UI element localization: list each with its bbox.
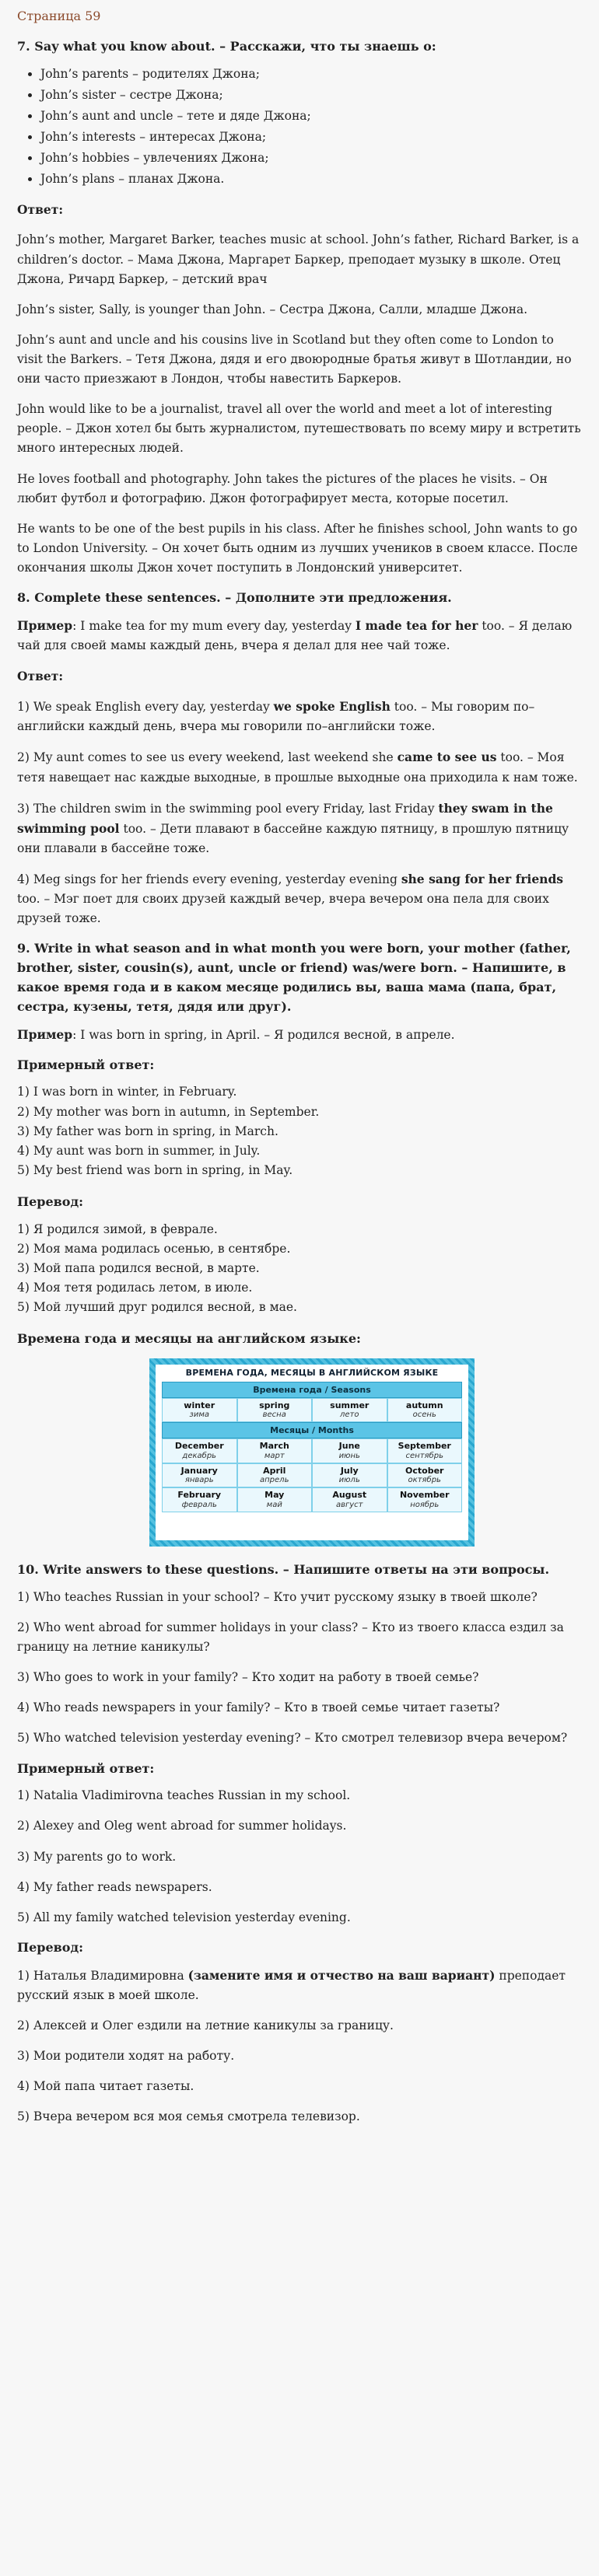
seasons-heading: Времена года и месяцы на английском языке: bbox=[17, 1331, 361, 1347]
example-label: Пример bbox=[17, 1026, 73, 1042]
example-text: : I make tea for my mum every day, yesterday bbox=[72, 618, 356, 633]
example-text: : I was born in spring, in April. – Я родился весной, в апреле. bbox=[72, 1027, 455, 1042]
translation-item: 5) Вчера вечером вся моя семья смотрела телевизор. bbox=[17, 2109, 360, 2124]
answer-highlight: came to see us bbox=[397, 750, 497, 765]
month-en: September bbox=[398, 1441, 451, 1452]
answer-item bbox=[17, 799, 582, 858]
month-en: May bbox=[264, 1490, 285, 1501]
question-item: 1) Who teaches Russian in your school? – Кто учит русскому языку в твоей школе? bbox=[17, 1589, 538, 1604]
list-item: 2) Моя мама родилась осенью, в сентябре. bbox=[17, 1241, 291, 1256]
list-item: • John’s aunt and uncle – тете и дяде Джона; bbox=[40, 107, 582, 126]
month-ru: декабрь bbox=[182, 1451, 217, 1460]
list-item: 1) Я родился зимой, в феврале. bbox=[17, 1222, 218, 1236]
month-cell bbox=[312, 1438, 387, 1463]
month-cell bbox=[237, 1487, 313, 1512]
month-cell bbox=[387, 1487, 463, 1512]
exercise-10 bbox=[17, 1561, 582, 2127]
translation-item bbox=[17, 1966, 582, 2005]
month-en: August bbox=[332, 1490, 367, 1501]
season-cell bbox=[237, 1398, 313, 1423]
exercise-9-heading: 9. Write in what season and in what month you were born, your mother (father, brother, sister, cousin(s), aunt, uncle or friend) was/were born. – Напишите, в какое время года и в каком месяце родились вы, ваша мама (папа, брат, сестра, кузены, тетя, дядя или друг). bbox=[17, 941, 571, 1014]
list-item: 4) My aunt was born in summer, in July. bbox=[17, 1143, 261, 1158]
translation-item: 3) Мои родители ходят на работу. bbox=[17, 2049, 235, 2064]
answer-paragraph: He wants to be one of the best pupils in his class. After he finishes school, John wants to go to London University. – Он хочет быть одним из лучших учеников в своем классе. После окончания школы Джон хочет поступить в Лондонский университет. bbox=[17, 521, 578, 575]
month-ru: февраль bbox=[181, 1500, 217, 1509]
season-ru: лето bbox=[340, 1410, 359, 1420]
answer-item: 3) My parents go to work. bbox=[17, 1849, 177, 1864]
month-en: November bbox=[399, 1490, 450, 1501]
month-cell bbox=[387, 1438, 463, 1463]
seasons-months-table bbox=[156, 1365, 468, 1540]
exercise-8-heading: 8. Complete these sentences. – Дополните эти предложения. bbox=[17, 590, 452, 606]
month-cell bbox=[237, 1438, 313, 1463]
answer-text: too. – Мы говорим по–английски каждый день, вчера мы говорили по–английски тоже. bbox=[17, 700, 535, 734]
example-paragraph bbox=[17, 616, 582, 655]
list-item: • John’s parents – родителях Джона; bbox=[40, 65, 582, 84]
answer-text: 4) Meg sings for her friends every evening, yesterday evening bbox=[17, 872, 401, 886]
month-en: July bbox=[340, 1465, 359, 1476]
page-number-label: Страница 59 bbox=[17, 9, 101, 23]
answer-paragraph: John’s sister, Sally, is younger than John. – Сестра Джона, Салли, младше Джона. bbox=[17, 302, 528, 316]
month-ru: ноябрь bbox=[410, 1500, 440, 1509]
answer-item: 4) My father reads newspapers. bbox=[17, 1879, 212, 1894]
translation-note: (замените имя и отчество на ваш вариант) bbox=[187, 1967, 496, 1983]
translation-text: преподает русский язык в моей школе. bbox=[17, 1968, 566, 2002]
season-ru: осень bbox=[412, 1410, 436, 1420]
list-item: 3) Мой папа родился весной, в марте. bbox=[17, 1260, 260, 1275]
translation-text: 1) Наталья Владимировна bbox=[17, 1968, 188, 1983]
answer-label: Ответ: bbox=[17, 669, 64, 684]
months-grid bbox=[162, 1438, 462, 1512]
answer-text: too. – Дети плавают в бассейне каждую пятницу, в прошлую пятницу они плавали в бассейне тоже. bbox=[17, 821, 569, 855]
translation-item: 4) Мой папа читает газеты. bbox=[17, 2079, 194, 2094]
list-item: • John’s hobbies – увлечениях Джона; bbox=[40, 149, 582, 168]
sample-answer-label: Примерный ответ: bbox=[17, 1760, 155, 1776]
answer-paragraph: John would like to be a journalist, travel all over the world and meet a lot of interesting people. – Джон хотел бы быть журналистом, путешествовать по всему миру и встретить много интересных людей. bbox=[17, 402, 581, 456]
month-ru: апрель bbox=[260, 1476, 289, 1485]
answer-paragraph: John’s mother, Margaret Barker, teaches music at school. John’s father, Richard Barker, is a children’s doctor. – Мама Джона, Маргарет Баркер, преподает музыку в школе. Отец Джона, Ричард Баркер, – детский врач bbox=[17, 232, 580, 286]
sample-answer-label: Примерный ответ: bbox=[17, 1057, 155, 1072]
seasons-header: Времена года / Seasons bbox=[162, 1382, 462, 1398]
question-item: 5) Who watched television yesterday evening? – Кто смотрел телевизор вчера вечером? bbox=[17, 1731, 568, 1746]
month-cell bbox=[162, 1438, 237, 1463]
month-en: March bbox=[259, 1441, 289, 1452]
exercise-7 bbox=[17, 37, 582, 578]
month-ru: июнь bbox=[338, 1451, 360, 1460]
seasons-months-table-image bbox=[149, 1358, 475, 1547]
answer-item: 5) All my family watched television yesterday evening. bbox=[17, 1910, 351, 1924]
answer-paragraph: John’s aunt and uncle and his cousins live in Scotland but they often come to London to visit the Barkers. – Тетя Джона, дядя и его двоюродные братья живут в Шотландии, но они часто приезжают в Лондон, чтобы навестить Баркеров. bbox=[17, 332, 572, 386]
month-ru: январь bbox=[184, 1476, 214, 1485]
month-ru: март bbox=[264, 1451, 285, 1460]
example-label: Пример bbox=[17, 617, 73, 633]
month-cell bbox=[162, 1463, 237, 1488]
answer-paragraph: He loves football and photography. John takes the pictures of the places he visits. – Он любит футбол и фотографию. Джон фотографирует места, которые посетил. bbox=[17, 471, 548, 505]
answer-text: too. – Мэг поет для своих друзей каждый вечер, вчера вечером она пела для своих друзей тоже. bbox=[17, 892, 549, 926]
exercise-10-heading: 10. Write answers to these questions. – Напишите ответы на эти вопросы. bbox=[17, 1562, 550, 1578]
list-item: 3) My father was born in spring, in March. bbox=[17, 1124, 278, 1138]
answer-highlight: they swam in the swimming pool bbox=[17, 800, 553, 836]
month-ru: май bbox=[266, 1500, 282, 1509]
sample-answer-list bbox=[17, 1082, 582, 1180]
month-ru: октябрь bbox=[408, 1476, 441, 1485]
question-item: 4) Who reads newspapers in your family? – Кто в твоей семье читает газеты? bbox=[17, 1700, 500, 1715]
translation-item: 2) Алексей и Олег ездили на летние каникулы за границу. bbox=[17, 2018, 394, 2032]
month-en: February bbox=[177, 1490, 222, 1501]
month-en: June bbox=[338, 1441, 360, 1452]
table-title: ВРЕМЕНА ГОДА, МЕСЯЦЫ В АНГЛИЙСКОМ ЯЗЫКЕ bbox=[185, 1368, 439, 1379]
month-cell bbox=[312, 1487, 387, 1512]
list-item: • John’s plans – планах Джона. bbox=[40, 170, 582, 189]
season-ru: зима bbox=[189, 1410, 209, 1420]
answer-text: too. – Моя тетя навещает нас каждые выходные, в прошлые выходные она приходила к нам тоже. bbox=[17, 750, 578, 785]
month-cell bbox=[237, 1463, 313, 1488]
exercise-7-heading: 7. Say what you know about. – Расскажи, что ты знаешь о: bbox=[17, 38, 436, 54]
translation-label: Перевод: bbox=[17, 1939, 84, 1955]
month-cell bbox=[312, 1463, 387, 1488]
example-highlight: I made tea for her bbox=[355, 617, 478, 633]
exercise-9 bbox=[17, 939, 582, 1547]
exercise-7-topic-list bbox=[17, 65, 582, 190]
list-item: 5) My best friend was born in spring, in May. bbox=[17, 1162, 293, 1177]
list-item: 1) I was born in winter, in February. bbox=[17, 1085, 237, 1099]
answer-item: 1) Natalia Vladimirovna teaches Russian in my school. bbox=[17, 1788, 351, 1803]
season-cell bbox=[312, 1398, 387, 1423]
month-ru: июль bbox=[338, 1476, 360, 1485]
season-cell bbox=[162, 1398, 237, 1423]
answer-label: Ответ: bbox=[17, 202, 64, 218]
months-header: Месяцы / Months bbox=[162, 1422, 462, 1438]
list-item: 5) Мой лучший друг родился весной, в мае. bbox=[17, 1300, 297, 1315]
exercise-8 bbox=[17, 589, 582, 928]
month-cell bbox=[162, 1487, 237, 1512]
answer-text: 2) My aunt comes to see us every weekend, last weekend she bbox=[17, 750, 398, 765]
question-item: 3) Who goes to work in your family? – Кто ходит на работу в твоей семье? bbox=[17, 1670, 479, 1685]
month-en: January bbox=[180, 1465, 218, 1476]
answer-text: 3) The children swim in the swimming pool every Friday, last Friday bbox=[17, 801, 439, 816]
season-ru: весна bbox=[262, 1410, 286, 1420]
list-item: • John’s interests – интересах Джона; bbox=[40, 128, 582, 147]
example-paragraph bbox=[17, 1025, 582, 1045]
season-en: spring bbox=[259, 1400, 290, 1410]
translation-list bbox=[17, 1220, 582, 1318]
month-ru: сентябрь bbox=[405, 1451, 443, 1460]
month-ru: август bbox=[335, 1500, 363, 1509]
answer-item bbox=[17, 869, 582, 928]
month-en: October bbox=[405, 1465, 444, 1476]
month-en: December bbox=[174, 1441, 224, 1452]
list-item: 2) My mother was born in autumn, in September. bbox=[17, 1104, 320, 1119]
season-en: summer bbox=[330, 1400, 370, 1410]
month-cell bbox=[387, 1463, 463, 1488]
example-text: too. – Я делаю чай для своей мамы каждый день, вчера я делал для нее чай тоже. bbox=[17, 618, 573, 653]
answer-item bbox=[17, 747, 582, 787]
list-item: • John’s sister – сестре Джона; bbox=[40, 86, 582, 105]
season-en: winter bbox=[184, 1400, 215, 1410]
question-item: 2) Who went abroad for summer holidays in your class? – Кто из твоего класса ездил за границу на летние каникулы? bbox=[17, 1620, 564, 1655]
season-en: autumn bbox=[405, 1400, 443, 1410]
answer-text: 1) We speak English every day, yesterday bbox=[17, 700, 274, 715]
answer-item bbox=[17, 697, 582, 736]
list-item: 4) Моя тетя родилась летом, в июле. bbox=[17, 1281, 253, 1295]
answer-item: 2) Alexey and Oleg went abroad for summer holidays. bbox=[17, 1819, 347, 1833]
translation-label: Перевод: bbox=[17, 1194, 84, 1209]
answer-highlight: she sang for her friends bbox=[401, 872, 564, 886]
seasons-grid bbox=[162, 1398, 462, 1423]
season-cell bbox=[387, 1398, 463, 1423]
month-en: April bbox=[263, 1465, 286, 1476]
answer-highlight: we spoke English bbox=[273, 699, 391, 715]
